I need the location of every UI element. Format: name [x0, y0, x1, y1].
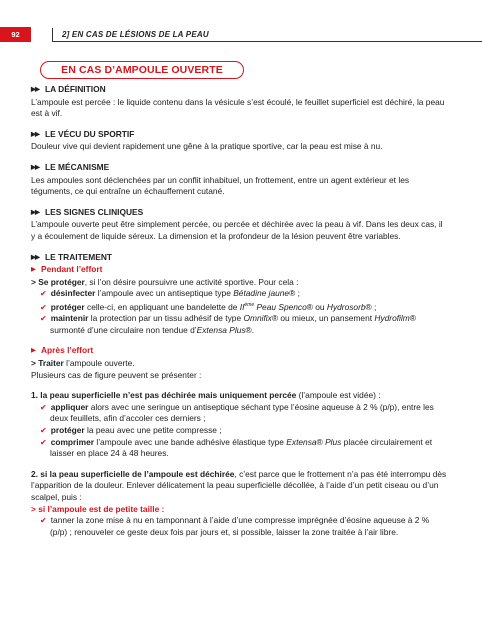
bold-term: Se protéger [38, 276, 85, 287]
page-number: 92 [0, 27, 31, 42]
product-name: Bétadine jaune [233, 288, 290, 299]
text: celle-ci, en appliquant une bandelette de [84, 301, 240, 312]
double-arrow-icon: ▶▶ [31, 253, 39, 261]
list-item [31, 425, 447, 437]
bold-term: 1. la peau superficielle n’est pas déchirée mais uniquement percée [31, 390, 297, 401]
text: ® ou mieux, un pansement [271, 313, 375, 324]
page-title: EN CAS D’AMPOULE OUVERTE [40, 61, 244, 79]
superscript: ème [244, 301, 255, 308]
section-text: Les ampoules sont déclenchées par un conflit inhabituel, un frottement, entre un agent extérieur et les téguments, ce qui entraîne un échauffement cutané. [31, 174, 410, 197]
arrow-icon: ▶ [31, 266, 36, 274]
text: placée circulairement et laisser en place 24 à 48 heures. [50, 436, 433, 459]
text: ® ; [365, 301, 377, 312]
bold-term: comprimer [50, 436, 94, 447]
text: ® ; [289, 288, 300, 299]
text: ® [316, 436, 326, 447]
product-name: Plus [325, 436, 342, 447]
bold-term: désinfecter [50, 288, 96, 299]
section-heading: LES SIGNES CLINIQUES [45, 206, 144, 217]
check-icon: ✔ [40, 402, 47, 412]
text: , c’est parce que le frottement n’a pas été interrompu dès l’apparition de la douleur. Enlever délicatement la peau superficielle décollée, à l’aide d’un petit ciseau ou d’un scalpel, puis : [31, 468, 447, 503]
double-arrow-icon: ▶▶ [31, 86, 39, 93]
prefix: > [31, 276, 39, 287]
list-item [31, 402, 447, 425]
section-signes [31, 207, 447, 243]
text: (l’ampoule est vidée) : [296, 390, 381, 401]
bold-term: 2. si la peau superficielle de l’ampoule est déchirée [31, 468, 235, 479]
text: la protection par un tissu adhésif de type [88, 313, 244, 324]
bold-term: protéger [50, 301, 85, 312]
product-name: Peau Spenco [254, 301, 307, 312]
case-2 [31, 469, 447, 504]
bold-term: maintenir [50, 313, 89, 324]
check-icon: ✔ [40, 289, 47, 299]
check-icon: ✔ [40, 426, 47, 436]
prefix: > [31, 358, 39, 369]
chapter-header: 2] EN CAS DE LÉSIONS DE LA PEAU [62, 30, 209, 39]
bold-term: Traiter [38, 358, 64, 369]
check-icon: ✔ [40, 302, 47, 312]
text: ® surmonté d’une circulaire non tendue d’ [50, 313, 416, 335]
arrow-icon: ▶ [31, 347, 36, 355]
section-heading: LE MÉCANISME [45, 161, 110, 172]
section-heading: LE TRAITEMENT [45, 251, 112, 262]
text: la peau avec une petite compresse ; [84, 425, 222, 436]
subheading-pendant: Pendant l’effort [41, 264, 103, 275]
double-arrow-icon: ▶▶ [31, 130, 39, 138]
text: ®. [245, 324, 255, 335]
product-name: Omnifix [243, 313, 272, 324]
check-icon: ✔ [40, 314, 47, 324]
product-name: II [239, 301, 245, 312]
subheading-apres: Après l’effort [41, 345, 94, 356]
text: , si l’on désire poursuivre une activité sportive. Pour cela : [84, 276, 299, 287]
check-icon: ✔ [40, 516, 47, 526]
text: alors avec une seringue un antiseptique séchant type l’éosine aqueuse à 2 % (p/p), entre les deux feuillets, afin d’accoler ces derniers ; [50, 401, 434, 424]
product-name: Extensa Plus [196, 324, 246, 335]
list-item [31, 437, 447, 460]
se-proteger-line [31, 277, 447, 289]
section-text: Douleur vive qui devient rapidement une gêne à la pratique sportive, car la peau est mise à nu. [31, 141, 383, 152]
content [31, 84, 447, 538]
traiter-line [31, 358, 447, 370]
text: l’ampoule avec une bande adhésive élastique type [94, 436, 287, 447]
section-traitement [31, 252, 447, 539]
text: tanner la zone mise à nu en tamponnant à l’aide d’une compresse imprégnée d’éosine aqueuse à 2 % (p/p) ; renouveler ce geste deux fois par jours et, si possible, laisser la zone traitée à l’air libre. [50, 515, 430, 537]
list-item [31, 300, 447, 313]
list-item [31, 313, 447, 336]
section-definition [31, 84, 447, 120]
list-item [31, 515, 447, 538]
text: ® ou [306, 301, 327, 312]
product-name: Extensa [286, 436, 317, 447]
list-item [31, 288, 447, 300]
text: l’ampoule avec un antiseptique type [95, 288, 234, 299]
check-icon: ✔ [40, 437, 47, 447]
section-text: L’ampoule ouverte peut être simplement percée, ou percée et déchirée avec la peau à vif. Dans les deux cas, il y a écoulement de liquide séreux. La dimension et la profondeur de la lésion peuvent être variables. [31, 219, 443, 241]
double-arrow-icon: ▶▶ [31, 163, 39, 171]
product-name: Hydrosorb [326, 301, 366, 312]
section-vecu [31, 129, 447, 153]
plusieurs-line: Plusieurs cas de figure peuvent se présenter : [31, 369, 202, 380]
section-heading: LE VÉCU DU SPORTIF [45, 128, 135, 139]
text: l’ampoule ouverte. [63, 358, 135, 369]
section-text: L’ampoule est percée : le liquide contenu dans la vésicule s’est écoulé, le feuillet superficiel est déchiré, la peau est à vif. [31, 96, 445, 119]
section-mecanisme [31, 162, 447, 198]
petite-taille-line: > si l’ampoule est de petite taille : [31, 503, 165, 514]
bold-term: protéger [50, 425, 85, 436]
product-name: Hydrofilm [374, 313, 410, 324]
section-heading: LA DÉFINITION [45, 84, 106, 94]
case-1 [31, 390, 447, 402]
double-arrow-icon: ▶▶ [31, 208, 39, 216]
bold-term: appliquer [50, 401, 89, 412]
